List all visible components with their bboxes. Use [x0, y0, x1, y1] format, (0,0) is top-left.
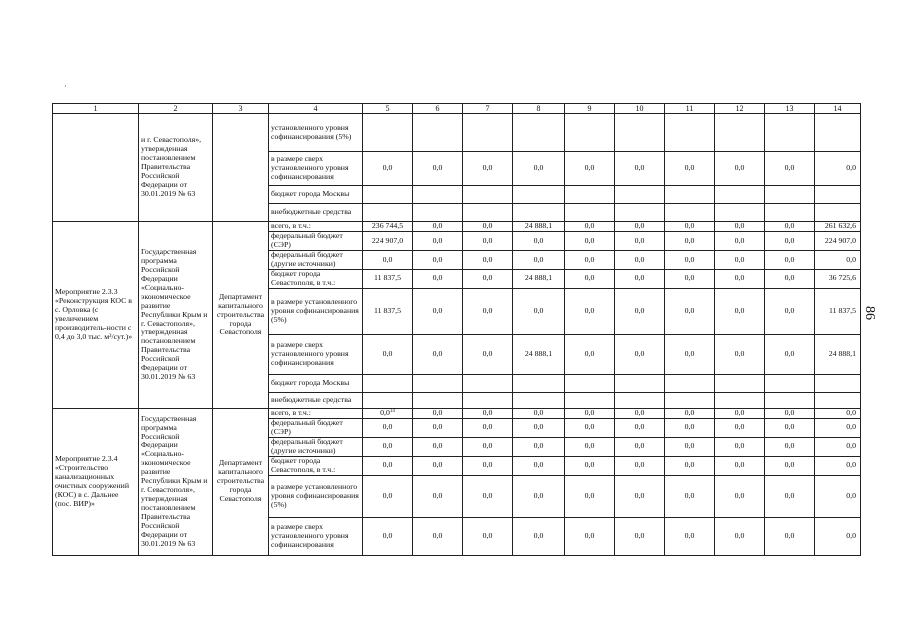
- table-row: [53, 114, 861, 152]
- source-label-cell: в размере сверх установленного уровня софинансирования: [269, 517, 363, 555]
- header-cell: 14: [815, 104, 861, 114]
- value-cell: 0,0: [615, 408, 665, 418]
- value-cell: 0,0: [413, 517, 463, 555]
- value-cell: 0,0: [513, 418, 565, 437]
- value-cell: 0,0: [765, 232, 815, 251]
- program-cell: Государственная программа Российской Федерации «Социально-экономическое развитие Республики Крым и г. Севастополя», утвержденная постановлением Правительства Российской Федерации от 30.01.2019 № 63: [139, 222, 213, 409]
- value-cell: [715, 204, 765, 222]
- value-cell: 0,0: [615, 152, 665, 186]
- value-cell: [815, 114, 861, 152]
- value-cell: 0,0: [513, 517, 565, 555]
- value-cell: 24 888,1: [815, 334, 861, 374]
- value-cell: [513, 186, 565, 204]
- value-cell: [413, 374, 463, 392]
- value-cell: 0,0: [715, 456, 765, 475]
- value-cell: 0,0: [615, 456, 665, 475]
- value-cell: 0,0: [413, 456, 463, 475]
- value-cell: [565, 204, 615, 222]
- value-cell: [513, 374, 565, 392]
- value-cell: 0,0: [815, 418, 861, 437]
- value-cell: 0,0: [363, 152, 413, 186]
- value-cell: [815, 204, 861, 222]
- value-cell: 36 725,6: [815, 270, 861, 289]
- header-cell: 13: [765, 104, 815, 114]
- activity-cell: Мероприятие 2.3.4 «Строительство канализационных очистных сооружений (КОС) в с. Дальнее (пос. ВИР)»: [53, 408, 139, 555]
- value-cell: 0,0: [463, 251, 513, 270]
- value-cell: 0,0: [615, 517, 665, 555]
- value-cell: 0,0: [363, 456, 413, 475]
- value-cell: 0,0: [765, 517, 815, 555]
- value-cell: 0,0: [815, 517, 861, 555]
- header-cell: 10: [615, 104, 665, 114]
- value-cell: 0,0: [513, 152, 565, 186]
- source-label-cell: внебюджетные средства: [269, 204, 363, 222]
- value-cell: [363, 392, 413, 408]
- value-cell: [363, 186, 413, 204]
- value-cell: 0,0: [815, 456, 861, 475]
- value-cell: 0,0: [665, 456, 715, 475]
- value-cell: [565, 186, 615, 204]
- source-label-cell: всего, в т.ч.:: [269, 408, 363, 418]
- header-cell: 3: [213, 104, 269, 114]
- value-cell: 0,0: [715, 418, 765, 437]
- value-cell: 0,0: [715, 288, 765, 334]
- value-cell: 0,0: [513, 251, 565, 270]
- value-cell: 0,0: [513, 288, 565, 334]
- source-label-cell: бюджет города Москвы: [269, 186, 363, 204]
- value-cell: 0,0: [765, 456, 815, 475]
- value-cell: 0,0: [765, 251, 815, 270]
- value-cell: 0,0: [765, 152, 815, 186]
- source-label-cell: федеральный бюджет (другие источники): [269, 251, 363, 270]
- value-cell: [513, 114, 565, 152]
- value-cell: [463, 114, 513, 152]
- value-cell: 0,0: [765, 437, 815, 456]
- activity-cell: Мероприятие 2.3.3 «Реконструкция КОС в с. Орловка (с увеличением производитель-ности с 0,4 до 3,0 тыс. м³/сут.)»: [53, 222, 139, 409]
- footnote-marker: 14: [389, 408, 395, 414]
- value-cell: [463, 392, 513, 408]
- value-cell: 0,0: [565, 288, 615, 334]
- value-cell: [665, 374, 715, 392]
- value-cell: 0,0: [413, 270, 463, 289]
- source-label-cell: в размере сверх установленного уровня софинансирования: [269, 334, 363, 374]
- value-cell: [615, 186, 665, 204]
- value-cell: 0,0: [463, 232, 513, 251]
- value-cell: 0,0: [715, 437, 765, 456]
- value-cell: [665, 114, 715, 152]
- executor-cell: [213, 114, 269, 222]
- value-cell: [565, 374, 615, 392]
- value-cell: [615, 374, 665, 392]
- value-cell: 0,0: [615, 232, 665, 251]
- value-cell: 0,0: [463, 222, 513, 232]
- value-cell: [413, 114, 463, 152]
- table-row: [53, 408, 861, 418]
- value-cell: [615, 204, 665, 222]
- value-cell: [413, 186, 463, 204]
- value-cell: 0,0: [363, 334, 413, 374]
- value-cell: 0,0: [565, 251, 615, 270]
- value-cell: 0,0: [615, 288, 665, 334]
- value-cell: 0,0: [615, 418, 665, 437]
- value-cell: 0,0: [363, 475, 413, 517]
- value-cell: 0,0: [463, 418, 513, 437]
- value-cell: 0,0: [815, 152, 861, 186]
- value-cell: 0,0: [715, 251, 765, 270]
- value-cell: [565, 114, 615, 152]
- value-cell: 11 837,5: [815, 288, 861, 334]
- value-cell: [363, 114, 413, 152]
- value-cell: [363, 374, 413, 392]
- source-label-cell: федеральный бюджет (СЭР): [269, 232, 363, 251]
- value-cell: 0,0: [715, 475, 765, 517]
- value-cell: 0,0: [815, 437, 861, 456]
- value-cell: 0,0: [765, 408, 815, 418]
- value-cell: 0,0: [765, 334, 815, 374]
- value-cell: 0,0: [715, 152, 765, 186]
- value-cell: [463, 374, 513, 392]
- header-cell: 1: [53, 104, 139, 114]
- value-cell: 0,0: [413, 288, 463, 334]
- value-cell: 0,0: [715, 334, 765, 374]
- value-cell: 0,0: [413, 334, 463, 374]
- source-label-cell: установленного уровня софинансирования (5%): [269, 114, 363, 152]
- value-cell: 0,0: [615, 270, 665, 289]
- value-cell: [615, 114, 665, 152]
- value-cell: 0,0: [715, 222, 765, 232]
- activity-cell: [53, 114, 139, 222]
- program-cell: и г. Севастополя», утвержденная постановлением Правительства Российской Федерации от 30.01.2019 № 63: [139, 114, 213, 222]
- value-cell: 24 888,1: [513, 334, 565, 374]
- value-cell: [513, 204, 565, 222]
- value-cell: 0,0: [765, 270, 815, 289]
- header-cell: 11: [665, 104, 715, 114]
- header-cell: 2: [139, 104, 213, 114]
- value-cell: 0,0: [565, 152, 615, 186]
- source-label-cell: бюджет города Севастополя, в т.ч.:: [269, 270, 363, 289]
- source-label-cell: в размере сверх установленного уровня софинансирования: [269, 152, 363, 186]
- page-number: 86: [862, 306, 877, 320]
- value-cell: 0,0: [665, 334, 715, 374]
- value-cell: [815, 392, 861, 408]
- value-cell: 0,0: [665, 408, 715, 418]
- value-cell: 0,0: [565, 270, 615, 289]
- value-cell: 0,0: [565, 517, 615, 555]
- value-cell: [715, 374, 765, 392]
- header-cell: 7: [463, 104, 513, 114]
- value-cell: 0,0: [513, 437, 565, 456]
- header-cell: 6: [413, 104, 463, 114]
- value-cell: 11 837,5: [363, 270, 413, 289]
- source-label-cell: внебюджетные средства: [269, 392, 363, 408]
- value-cell: 0,0: [565, 418, 615, 437]
- value-cell: 11 837,5: [363, 288, 413, 334]
- value-cell: 0,0: [363, 437, 413, 456]
- value-cell: [715, 392, 765, 408]
- value-cell: 0,0: [765, 418, 815, 437]
- table-row: [53, 222, 861, 232]
- value-cell: $0,0^{14}$: [363, 408, 413, 418]
- value-cell: 0,0: [615, 251, 665, 270]
- value-cell: 0,0: [615, 222, 665, 232]
- value-cell: 0,0: [413, 232, 463, 251]
- value-cell: 0,0: [463, 437, 513, 456]
- header-cell: 5: [363, 104, 413, 114]
- value-cell: 0,0: [615, 475, 665, 517]
- value-cell: 0,0: [665, 437, 715, 456]
- value-cell: 0,0: [565, 222, 615, 232]
- value-cell: [815, 186, 861, 204]
- value-cell: 0,0: [363, 418, 413, 437]
- value-cell: 0,0: [715, 270, 765, 289]
- value-cell: 0,0: [715, 408, 765, 418]
- value-cell: 0,0: [413, 475, 463, 517]
- executor-cell: Департамент капитального строительства города Севастополя: [213, 222, 269, 409]
- value-cell: 0,0: [765, 288, 815, 334]
- value-cell: [363, 204, 413, 222]
- source-label-cell: в размере установленного уровня софинансирования (5%): [269, 475, 363, 517]
- header-cell: 12: [715, 104, 765, 114]
- value-cell: 0,0: [463, 334, 513, 374]
- header-cell: 9: [565, 104, 615, 114]
- value-cell: 0,0: [715, 517, 765, 555]
- value-cell: [413, 204, 463, 222]
- program-cell: Государственная программа Российской Федерации «Социально-экономическое развитие Республики Крым и г. Севастополя», утвержденная постановлением Правительства Российской Федерации от 30.01.2019 № 63: [139, 408, 213, 555]
- value-cell: 0,0: [565, 408, 615, 418]
- value-cell: 224 907,0: [363, 232, 413, 251]
- source-label-cell: федеральный бюджет (другие источники): [269, 437, 363, 456]
- value-cell: 0,0: [665, 475, 715, 517]
- value-cell: [765, 392, 815, 408]
- value-cell: 24 888,1: [513, 270, 565, 289]
- value-cell: 0,0: [665, 288, 715, 334]
- value-cell: [615, 392, 665, 408]
- value-cell: 0,0: [715, 232, 765, 251]
- value-cell: 0,0: [615, 334, 665, 374]
- value-cell: 0,0: [413, 222, 463, 232]
- value-cell: [765, 374, 815, 392]
- value-cell: 0,0: [513, 475, 565, 517]
- value-cell: 0,0: [815, 475, 861, 517]
- source-label-cell: бюджет города Севастополя, в т.ч.:: [269, 456, 363, 475]
- header-cell: 4: [269, 104, 363, 114]
- value-cell: 0,0: [363, 517, 413, 555]
- value-cell: 0,0: [463, 475, 513, 517]
- value-cell: 0,0: [765, 222, 815, 232]
- value-cell: 0,0: [665, 517, 715, 555]
- value-cell: [765, 186, 815, 204]
- value-cell: [715, 114, 765, 152]
- source-label-cell: всего, в т.ч.:: [269, 222, 363, 232]
- header-row: [53, 104, 861, 114]
- value-cell: 224 907,0: [815, 232, 861, 251]
- scan-dot: ·: [64, 82, 67, 91]
- value-cell: [463, 204, 513, 222]
- value-cell: 0,0: [565, 334, 615, 374]
- value-cell: 0,0: [565, 475, 615, 517]
- value-cell: 0,0: [413, 152, 463, 186]
- value-cell: 0,0: [665, 270, 715, 289]
- value-cell: [815, 374, 861, 392]
- value-cell: 0,0: [513, 456, 565, 475]
- value-cell: 0,0: [815, 408, 861, 418]
- source-label-cell: в размере установленного уровня софинансирования (5%): [269, 288, 363, 334]
- value-cell: 0,0: [565, 456, 615, 475]
- value-cell: 0,0: [815, 251, 861, 270]
- value-cell: [665, 392, 715, 408]
- value-cell: 0,0: [665, 152, 715, 186]
- value-cell: 0,0: [665, 222, 715, 232]
- value-cell: 0,0: [363, 251, 413, 270]
- value-cell: 0,0: [463, 456, 513, 475]
- value-cell: 0,0: [463, 408, 513, 418]
- value-cell: [715, 186, 765, 204]
- value-cell: [565, 392, 615, 408]
- value-cell: 236 744,5: [363, 222, 413, 232]
- value-cell: 0,0: [413, 418, 463, 437]
- value-cell: 0,0: [413, 408, 463, 418]
- value-cell: 0,0: [765, 475, 815, 517]
- value-cell: [513, 392, 565, 408]
- value-cell: 0,0: [565, 437, 615, 456]
- value-cell: 0,0: [665, 232, 715, 251]
- value-cell: 0,0: [463, 270, 513, 289]
- value-cell: 0,0: [615, 437, 665, 456]
- value-cell: 0,0: [565, 232, 615, 251]
- header-cell: 8: [513, 104, 565, 114]
- value-cell: [765, 204, 815, 222]
- value-cell: 0,0: [665, 251, 715, 270]
- budget-table: [52, 103, 861, 556]
- value-cell: [765, 114, 815, 152]
- value-cell: [463, 186, 513, 204]
- value-cell: [665, 186, 715, 204]
- source-label-cell: федеральный бюджет (СЭР): [269, 418, 363, 437]
- source-label-cell: бюджет города Москвы: [269, 374, 363, 392]
- value-cell: 0,0: [513, 408, 565, 418]
- value-cell: 0,0: [463, 517, 513, 555]
- value-cell: 24 888,1: [513, 222, 565, 232]
- value-cell: 0,0: [463, 152, 513, 186]
- executor-cell: Департамент капитального строительства города Севастополя: [213, 408, 269, 555]
- value-cell: 0,0: [463, 288, 513, 334]
- value-cell: 261 632,6: [815, 222, 861, 232]
- value-cell: [665, 204, 715, 222]
- value-cell: 0,0: [665, 418, 715, 437]
- value-cell: 0,0: [413, 437, 463, 456]
- value-cell: [413, 392, 463, 408]
- value-cell: 0,0: [413, 251, 463, 270]
- value-cell: 0,0: [513, 232, 565, 251]
